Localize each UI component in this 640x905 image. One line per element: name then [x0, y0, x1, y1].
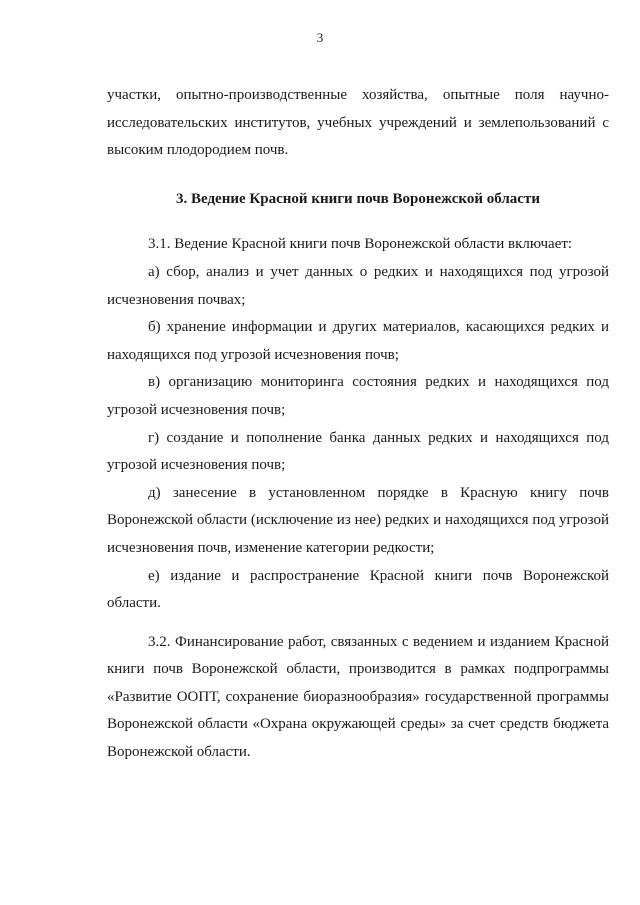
list-item-e: е) издание и распространение Красной книги почв Воронежской области. — [107, 567, 609, 612]
list-item-d: д) занесение в установленном порядке в Красную книгу почв Воронежской области (исключение из нее) редких и находящихся под угрозой исчезновения почв, изменение категории редкости; — [107, 484, 609, 556]
list-item-v: в) организацию мониторинга состояния редких и находящихся под угрозой исчезновения почв; — [107, 374, 609, 418]
paragraph-3-1: 3.1. Ведение Красной книги почв Воронежской области включает: — [148, 236, 573, 253]
section-heading: 3. Ведение Красной книги почв Воронежской области — [176, 190, 540, 207]
document-body — [107, 82, 609, 767]
intro-paragraph: участки, опытно-производственные хозяйства, опытные поля научно-исследовательских институтов, учебных учреждений и землепользований с высоким плодородием почв. — [107, 87, 609, 159]
list-item-b: б) хранение информации и других материалов, касающихся редких и находящихся под угрозой исчезновения почв; — [107, 319, 609, 363]
page-number: 3 — [316, 30, 324, 45]
list-item-g: г) создание и пополнение банка данных редких и находящихся под угрозой исчезновения почв; — [107, 429, 609, 474]
list-item-a: а) сбор, анализ и учет данных о редких и находящихся под угрозой исчезновения почвах; — [107, 263, 609, 308]
paragraph-3-2: 3.2. Финансирование работ, связанных с ведением и изданием Красной книги почв Воронежской области, производится в рамках подпрограммы «Развитие ООПТ, сохранение биоразнообразия» государственной программы Воронежской области «Охрана окружающей среды» за счет средств бюджета Воронежской области. — [107, 633, 609, 761]
